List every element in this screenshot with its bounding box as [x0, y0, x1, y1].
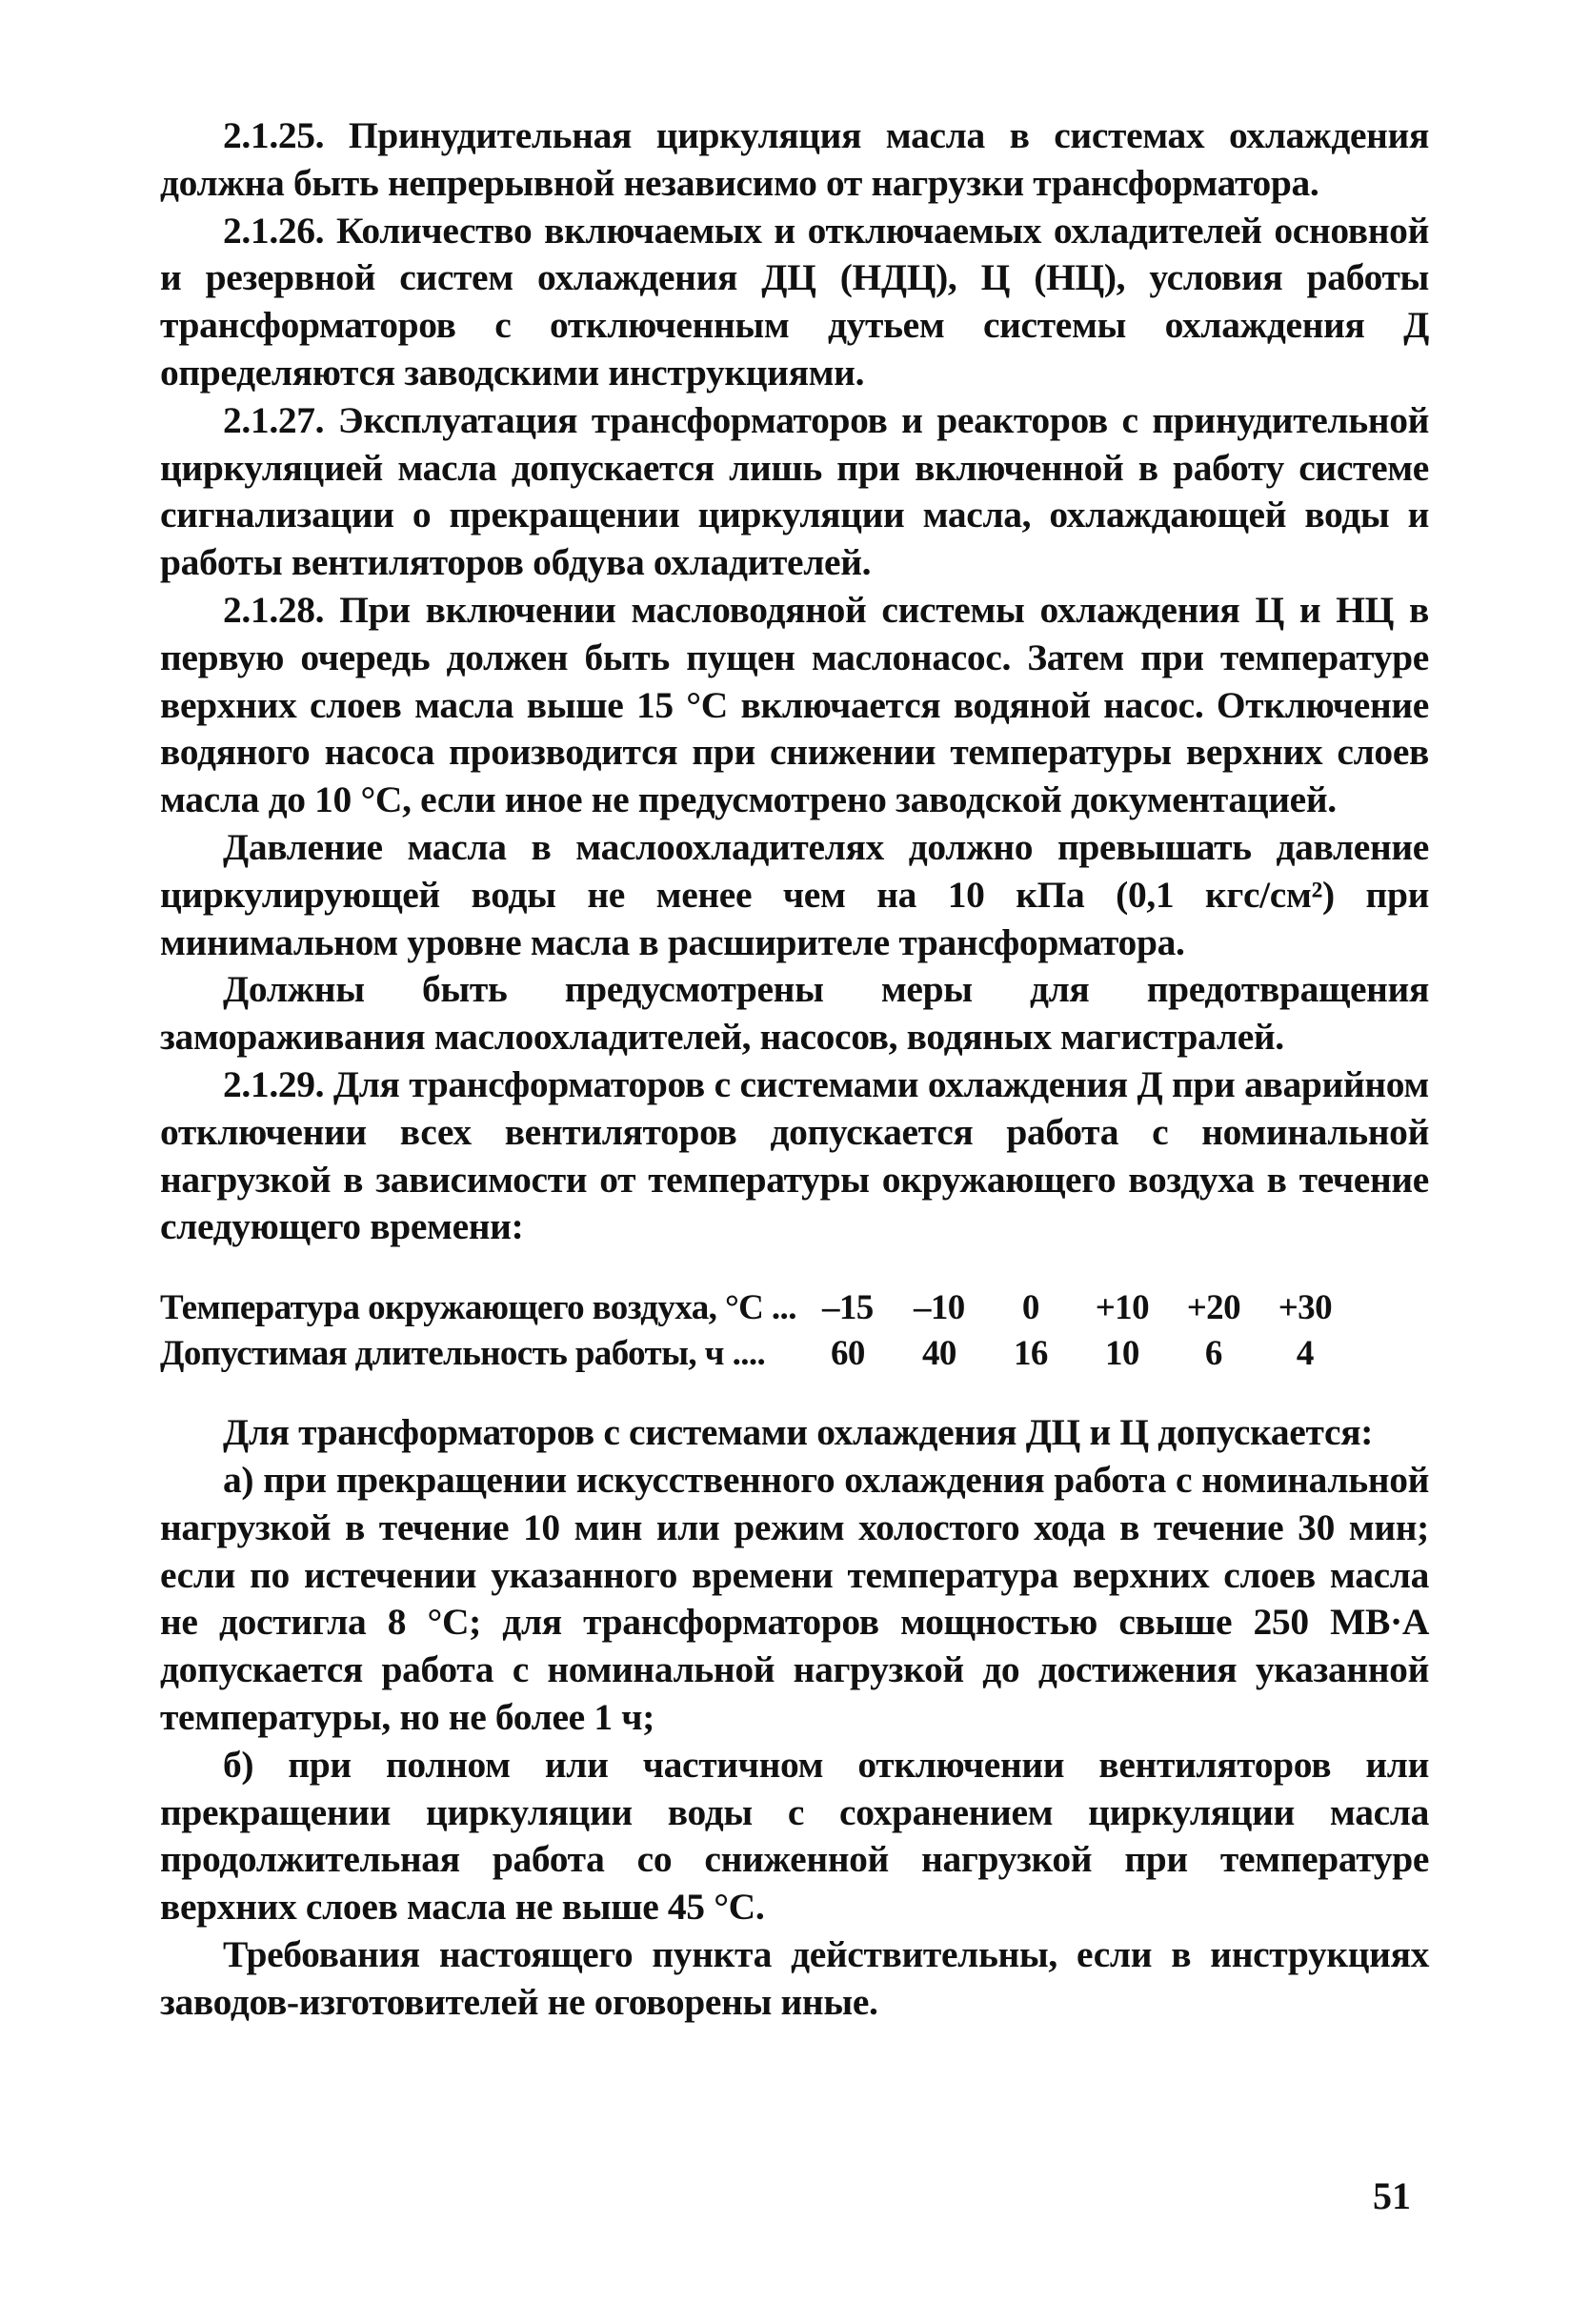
table-cell: 40 [921, 1334, 956, 1374]
paragraph-text: Количество включаемых и отключаемых охладителей основной и резервной систем охлаждения ДЦ (НДЦ), Ц (НЦ), условия работы трансформаторов с отключенным дутьем системы охлаждения Д определяются заводскими инструкциями. [160, 209, 1429, 394]
paragraph-text: Давление масла в маслоохладителях должно превышать давление циркулирующей воды не менее чем на 10 кПа (0,1 кгс/см²) при минимальном уровне масла в расширителе трансформатора. [160, 825, 1429, 963]
paragraph-item-a [160, 1457, 1429, 1742]
paragraph-text: Требования настоящего пункта действительны, если в инструкциях заводов-изготовителей не оговорены иные. [160, 1932, 1429, 2023]
paragraph-2-1-27 [160, 397, 1429, 587]
clause-number: 2.1.28. [223, 588, 325, 631]
paragraph-2-1-26 [160, 208, 1429, 397]
table-cell: +10 [1095, 1288, 1149, 1328]
paragraph-requirements-note [160, 1931, 1429, 2027]
paragraph-text: Эксплуатация трансформаторов и реакторов с принудительной циркуляцией масла допускается лишь при включенной в работу системе сигнализации о прекращении циркуляции масла, охлаждающей воды и работы вентиляторов обдува охладителей. [160, 398, 1429, 584]
table-cell: 6 [1204, 1334, 1222, 1374]
table-row-duration [160, 1331, 1351, 1377]
paragraph-text: Для трансформаторов с системами охлаждения Д при аварийном отключении всех вентиляторов допускается работа с номинальной нагрузкой в зависимости от температуры окружающего воздуха в течение следующего времени: [160, 1062, 1429, 1248]
table-cell: 4 [1296, 1334, 1314, 1374]
page-number: 51 [1373, 2174, 1411, 2217]
paragraph-text: а) при прекращении искусственного охлаждения работа с номинальной нагрузкой в течение 10 мин или режим холостого хода в течение 30 мин; если по истечении указанного времени температура верхних слоев масла не достигла 8 °С; для трансформаторов мощностью свыше 250 МВ·А допускается работа с номинальной нагрузкой до достижения указанной температуры, но не более 1 ч; [160, 1458, 1429, 1738]
paragraph-text: Принудительная циркуляция масла в системах охлаждения должна быть непрерывной независимо от нагрузки трансформатора. [160, 114, 1429, 204]
table-cell: +20 [1186, 1288, 1240, 1328]
table-cell: +30 [1278, 1288, 1332, 1328]
temperature-duration-table [160, 1285, 1351, 1377]
paragraph-2-1-28 [160, 587, 1429, 824]
paragraph-freeze-protection [160, 966, 1429, 1061]
paragraph-text: Для трансформаторов с системами охлаждения ДЦ и Ц допускается: [223, 1411, 1374, 1454]
table-cell: 0 [1021, 1288, 1039, 1328]
row-label: Температура окружающего воздуха, °С ... [160, 1288, 796, 1328]
clause-number: 2.1.27. [223, 398, 325, 441]
table-cell: 60 [830, 1334, 865, 1374]
paragraph-dc-c-intro [160, 1409, 1429, 1457]
clause-number: 2.1.29. [223, 1062, 325, 1105]
row-label: Допустимая длительность работы, ч .... [160, 1334, 766, 1374]
table-row-temperature [160, 1285, 1351, 1331]
paragraph-text: При включении масловодяной системы охлаждения Ц и НЦ в первую очередь должен быть пущен маслонасос. Затем при температуре верхних слоев масла выше 15 °С включается водяной насос. Отключение водяного насоса производится при снижении температуры верхних слоев масла до 10 °С, если иное не предусмотрено заводской документацией. [160, 588, 1429, 821]
clause-number: 2.1.26. [223, 209, 325, 252]
table-cell: –10 [914, 1288, 965, 1328]
paragraph-2-1-29 [160, 1061, 1429, 1251]
paragraph-oil-pressure [160, 824, 1429, 966]
table-cell: 10 [1104, 1334, 1139, 1374]
paragraph-2-1-25 [160, 112, 1429, 208]
table-cell: –15 [822, 1288, 874, 1328]
paragraph-text: б) при полном или частичном отключении вентиляторов или прекращении циркуляции воды с сохранением циркуляции масла продолжительная работа со сниженной нагрузкой при температуре верхних слоев масла не выше 45 °С. [160, 1743, 1429, 1929]
paragraph-item-b [160, 1742, 1429, 1931]
table-cell: 16 [1013, 1334, 1048, 1374]
paragraph-text: Должны быть предусмотрены меры для предотвращения замораживания маслоохладителей, насосов, водяных магистралей. [160, 968, 1429, 1059]
clause-number: 2.1.25. [223, 114, 325, 156]
